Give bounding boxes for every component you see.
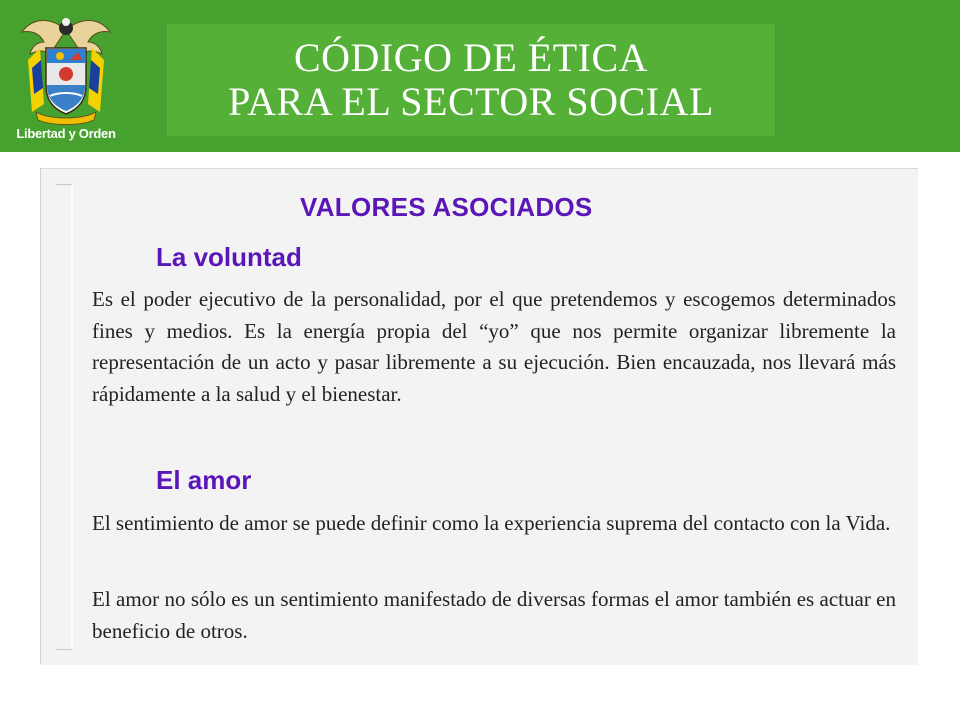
paragraph-voluntad: Es el poder ejecutivo de la personalidad, por el que pretendemos y escogemos determinados fines y medios. Es la energía propia del “yo” que nos permite organizar libremente la representación de un acto y pasar libremente a su ejecución. Bien encauzada, nos llevará más rápidamente a la salud y el bienestar. xyxy=(92,287,896,406)
decorative-bracket xyxy=(56,184,72,650)
section-title: VALORES ASOCIADOS xyxy=(300,192,593,222)
title-line-1: CÓDIGO DE ÉTICA xyxy=(293,35,649,80)
heading-amor: El amor xyxy=(156,465,252,495)
logo-motto: Libertad y Orden xyxy=(16,126,116,141)
title-line-2: PARA EL SECTOR SOCIAL xyxy=(228,79,714,124)
title-box xyxy=(167,24,775,136)
heading-voluntad: La voluntad xyxy=(156,242,302,272)
coat-of-arms-icon xyxy=(10,8,122,126)
paragraph-amor-1: El sentimiento de amor se puede definir como la experiencia suprema del contacto con la Vida. xyxy=(92,511,891,535)
coat-of-arms-logo xyxy=(10,8,122,144)
panel-edge xyxy=(40,168,41,664)
paragraph-amor-2: El amor no sólo es un sentimiento manifestado de diversas formas el amor también es actuar en beneficio de otros. xyxy=(92,587,896,643)
